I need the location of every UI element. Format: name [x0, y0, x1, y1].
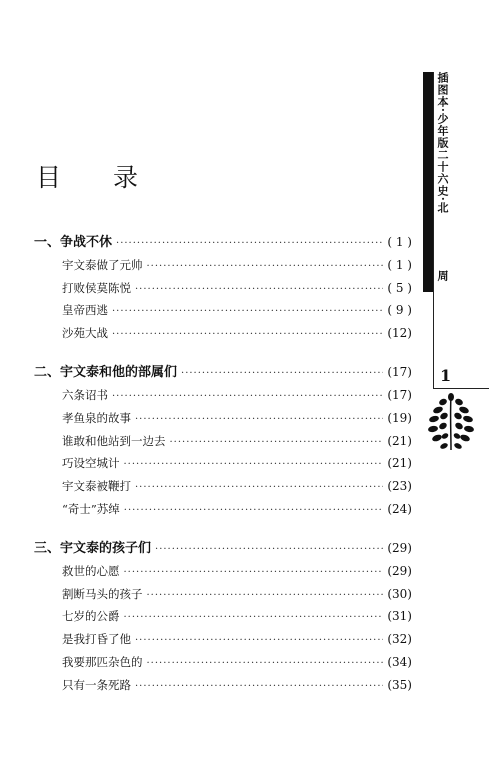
dot-leader [124, 563, 384, 583]
section-title: 六条诏书 [62, 388, 108, 402]
dot-leader [147, 586, 384, 606]
dot-leader [135, 631, 383, 651]
toc-section[interactable] [62, 561, 412, 581]
dot-leader [135, 280, 383, 300]
section-title: 救世的心愿 [62, 564, 120, 578]
section-title: 孝鱼泉的故事 [62, 411, 131, 425]
section-title: 打败侯莫陈悦 [62, 281, 131, 295]
page-ref: ( 1 ) [387, 235, 412, 249]
page-ref: (12) [387, 326, 412, 340]
dot-leader [170, 433, 384, 453]
section-title: “奇士”苏绰 [62, 502, 120, 516]
dot-leader [135, 410, 383, 430]
section-title: 是我打昏了他 [62, 632, 131, 646]
toc-section[interactable] [62, 499, 412, 519]
toc-section[interactable] [62, 431, 412, 451]
dot-leader [155, 540, 383, 560]
page-ref: (23) [387, 479, 412, 493]
dot-leader [116, 234, 383, 254]
section-title: 沙苑大战 [62, 326, 108, 340]
page-ref: (21) [387, 434, 412, 448]
page-ref: (24) [387, 502, 412, 516]
page-ref: (35) [387, 678, 412, 692]
chapter-title: 一、争战不休 [34, 235, 113, 250]
page-ref: (17) [387, 388, 412, 402]
toc-section[interactable] [62, 675, 412, 695]
page-ref: (29) [387, 541, 412, 555]
dot-leader [124, 501, 384, 521]
page-ref: (21) [387, 456, 412, 470]
page-ref: (17) [387, 365, 412, 379]
margin-rule-horizontal [433, 388, 489, 389]
volume-label: 周 [436, 270, 449, 281]
section-title: 宇文泰做了元帅 [62, 258, 143, 272]
section-title: 巧设空城计 [62, 456, 120, 470]
dot-leader [135, 677, 383, 697]
dot-leader [147, 257, 384, 277]
page-ref: (32) [387, 632, 412, 646]
toc-section[interactable] [62, 323, 412, 343]
section-title: 皇帝西逃 [62, 303, 108, 317]
page-ref: (29) [387, 564, 412, 578]
chapter-title: 三、宇文泰的孩子们 [34, 541, 152, 556]
section-title: 七岁的公爵 [62, 609, 120, 623]
toc-section[interactable] [62, 652, 412, 672]
page-ref: (31) [387, 609, 412, 623]
dot-leader [112, 325, 383, 345]
toc-chapter-2[interactable] [34, 362, 412, 382]
toc-section[interactable] [62, 606, 412, 626]
sidebar-band [423, 72, 433, 292]
toc-section[interactable] [62, 408, 412, 428]
toc-section[interactable] [62, 278, 412, 298]
chapter-title: 二、宇文泰和他的部属们 [34, 365, 178, 380]
section-title: 谁敢和他站到一边去 [62, 434, 166, 448]
toc-chapter-3[interactable] [34, 538, 412, 558]
toc-section[interactable] [62, 300, 412, 320]
margin-rule-vertical [433, 72, 434, 388]
toc-section[interactable] [62, 255, 412, 275]
toc-section[interactable] [62, 584, 412, 604]
page-ref: ( 1 ) [387, 258, 412, 272]
page-ref: (19) [387, 411, 412, 425]
page-ref: ( 5 ) [387, 281, 412, 295]
page-ref: (34) [387, 655, 412, 669]
section-title: 只有一条死路 [62, 678, 131, 692]
dot-leader [124, 608, 384, 628]
page-number: 1 [440, 366, 452, 385]
page-ref: ( 9 ) [387, 303, 412, 317]
dot-leader [112, 387, 383, 407]
toc-section[interactable] [62, 453, 412, 473]
section-title: 割断马头的孩子 [62, 587, 143, 601]
toc-section[interactable] [62, 385, 412, 405]
dot-leader [135, 478, 383, 498]
section-title: 我要那匹杂色的 [62, 655, 143, 669]
section-title: 宇文泰被鞭打 [62, 479, 131, 493]
page-title: 目 录 [36, 163, 160, 192]
leaf-ornament-icon [424, 392, 478, 452]
dot-leader [112, 302, 383, 322]
page-ref: (30) [387, 587, 412, 601]
dot-leader [181, 364, 383, 384]
toc-chapter-1[interactable] [34, 232, 412, 252]
series-title: 插图本·少年版二十六史·北 [436, 72, 449, 214]
dot-leader [147, 654, 384, 674]
dot-leader [124, 455, 384, 475]
toc-section[interactable] [62, 629, 412, 649]
toc-section[interactable] [62, 476, 412, 496]
